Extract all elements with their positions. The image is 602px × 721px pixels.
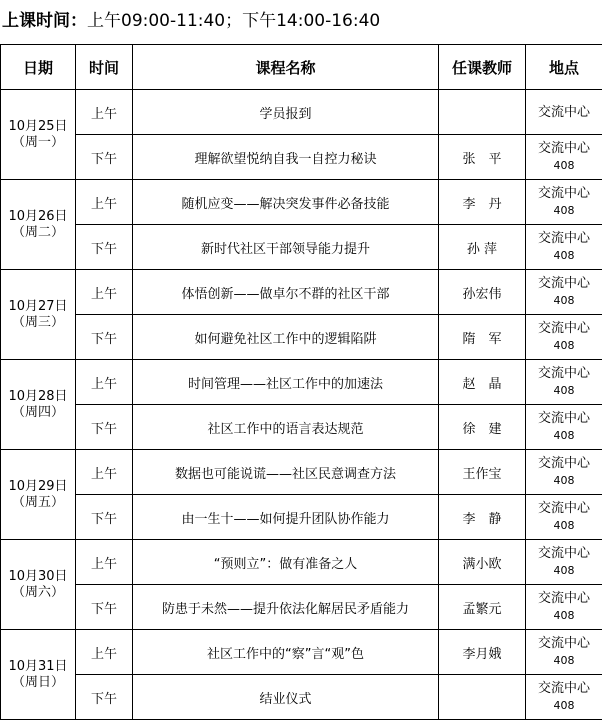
column-header-date: 日期 (1, 45, 76, 90)
table-row (1, 90, 602, 135)
location-name: 交流中心 (537, 366, 590, 381)
table-row (1, 540, 602, 585)
session-time: 下午 (76, 225, 133, 270)
location-room: 408 (553, 249, 575, 262)
table-row (1, 450, 602, 495)
table-header-row (1, 45, 602, 90)
session-time: 下午 (76, 495, 133, 540)
location-room: 408 (553, 654, 575, 667)
course-name: 随机应变——解决突发事件必备技能 (133, 180, 439, 225)
location-room: 408 (553, 204, 575, 217)
schedule-time-label: 上课时间： (2, 11, 87, 31)
course-name: 社区工作中的“察”言“观”色 (133, 630, 439, 675)
teacher-name (439, 90, 526, 135)
session-time: 上午 (76, 90, 133, 135)
teacher-name: 赵 晶 (439, 360, 526, 405)
session-time: 下午 (76, 675, 133, 720)
location-cell (526, 270, 602, 315)
location-name: 交流中心 (537, 681, 590, 696)
location-name: 交流中心 (537, 546, 590, 561)
teacher-name: 李月娥 (439, 630, 526, 675)
course-name: 理解欲望悦纳自我一自控力秘诀 (133, 135, 439, 180)
location-cell (526, 180, 602, 225)
session-time: 上午 (76, 450, 133, 495)
date-cell (1, 360, 76, 450)
table-row (1, 360, 602, 405)
course-schedule-table (0, 44, 602, 720)
location-cell (526, 630, 602, 675)
course-name: 新时代社区干部领导能力提升 (133, 225, 439, 270)
schedule-time-header (2, 10, 380, 32)
date-cell (1, 630, 76, 720)
location-name: 交流中心 (537, 231, 590, 246)
location-name: 交流中心 (537, 186, 590, 201)
column-header-time: 时间 (76, 45, 133, 90)
column-header-teacher: 任课教师 (439, 45, 526, 90)
date-label: 10月30日 (8, 568, 68, 584)
session-time: 下午 (76, 585, 133, 630)
location-room: 408 (553, 519, 575, 532)
table-row (1, 135, 602, 180)
teacher-name: 王作宝 (439, 450, 526, 495)
location-name: 交流中心 (537, 636, 590, 651)
date-label: 10月31日 (8, 658, 68, 674)
table-row (1, 180, 602, 225)
location-room: 408 (553, 474, 575, 487)
course-name: “预则立”：做有准备之人 (133, 540, 439, 585)
weekday-label: （周日） (11, 674, 64, 690)
location-name: 交流中心 (537, 321, 590, 336)
date-cell (1, 540, 76, 630)
course-name: 结业仪式 (133, 675, 439, 720)
table-row (1, 675, 602, 720)
session-time: 下午 (76, 405, 133, 450)
column-header-course: 课程名称 (133, 45, 439, 90)
weekday-label: （周一） (11, 134, 64, 150)
location-cell (526, 225, 602, 270)
location-cell (526, 360, 602, 405)
session-time: 上午 (76, 270, 133, 315)
location-room: 408 (553, 384, 575, 397)
location-cell (526, 675, 602, 720)
teacher-name: 满小欧 (439, 540, 526, 585)
location-cell (526, 585, 602, 630)
location-name: 交流中心 (537, 456, 590, 471)
table-row (1, 225, 602, 270)
session-time: 下午 (76, 315, 133, 360)
teacher-name: 李 静 (439, 495, 526, 540)
course-name: 体悟创新——做卓尔不群的社区干部 (133, 270, 439, 315)
course-name: 社区工作中的语言表达规范 (133, 405, 439, 450)
schedule-time-value: 上午09:00-11:40；下午14:00-16:40 (87, 11, 381, 31)
course-name: 时间管理——社区工作中的加速法 (133, 360, 439, 405)
teacher-name: 隋 军 (439, 315, 526, 360)
session-time: 上午 (76, 540, 133, 585)
table-row (1, 270, 602, 315)
location-cell (526, 495, 602, 540)
date-cell (1, 180, 76, 270)
date-cell (1, 450, 76, 540)
course-name: 数据也可能说谎——社区民意调查方法 (133, 450, 439, 495)
weekday-label: （周三） (11, 314, 64, 330)
course-name: 如何避免社区工作中的逻辑陷阱 (133, 315, 439, 360)
table-row (1, 585, 602, 630)
column-header-location: 地点 (526, 45, 602, 90)
date-label: 10月26日 (8, 208, 68, 224)
location-cell (526, 135, 602, 180)
weekday-label: （周六） (11, 584, 64, 600)
table-row (1, 405, 602, 450)
weekday-label: （周四） (11, 404, 64, 420)
date-cell (1, 270, 76, 360)
course-name: 防患于未然——提升依法化解居民矛盾能力 (133, 585, 439, 630)
weekday-label: （周二） (11, 224, 64, 240)
location-room: 408 (553, 294, 575, 307)
date-label: 10月25日 (8, 118, 68, 134)
location-room: 408 (553, 564, 575, 577)
session-time: 上午 (76, 630, 133, 675)
location-room: 408 (553, 609, 575, 622)
weekday-label: （周五） (11, 494, 64, 510)
teacher-name: 李 丹 (439, 180, 526, 225)
date-label: 10月27日 (8, 298, 68, 314)
teacher-name: 孙 萍 (439, 225, 526, 270)
session-time: 上午 (76, 360, 133, 405)
location-cell (526, 405, 602, 450)
teacher-name (439, 675, 526, 720)
table-row (1, 630, 602, 675)
course-name: 学员报到 (133, 90, 439, 135)
location-room: 408 (553, 699, 575, 712)
location-cell (526, 540, 602, 585)
session-time: 下午 (76, 135, 133, 180)
date-cell (1, 90, 76, 180)
location-name: 交流中心 (537, 411, 590, 426)
location-name: 交流中心 (537, 141, 590, 156)
teacher-name: 徐 建 (439, 405, 526, 450)
teacher-name: 孟繁元 (439, 585, 526, 630)
teacher-name: 孙宏伟 (439, 270, 526, 315)
location-room: 408 (553, 429, 575, 442)
date-label: 10月28日 (8, 388, 68, 404)
teacher-name: 张 平 (439, 135, 526, 180)
location-cell (526, 450, 602, 495)
table-row (1, 315, 602, 360)
location-cell (526, 90, 602, 135)
location-name: 交流中心 (537, 104, 590, 120)
location-room: 408 (553, 159, 575, 172)
location-room: 408 (553, 339, 575, 352)
location-name: 交流中心 (537, 591, 590, 606)
session-time: 上午 (76, 180, 133, 225)
course-name: 由一生十——如何提升团队协作能力 (133, 495, 439, 540)
location-name: 交流中心 (537, 501, 590, 516)
table-row (1, 495, 602, 540)
date-label: 10月29日 (8, 478, 68, 494)
location-cell (526, 315, 602, 360)
location-name: 交流中心 (537, 276, 590, 291)
